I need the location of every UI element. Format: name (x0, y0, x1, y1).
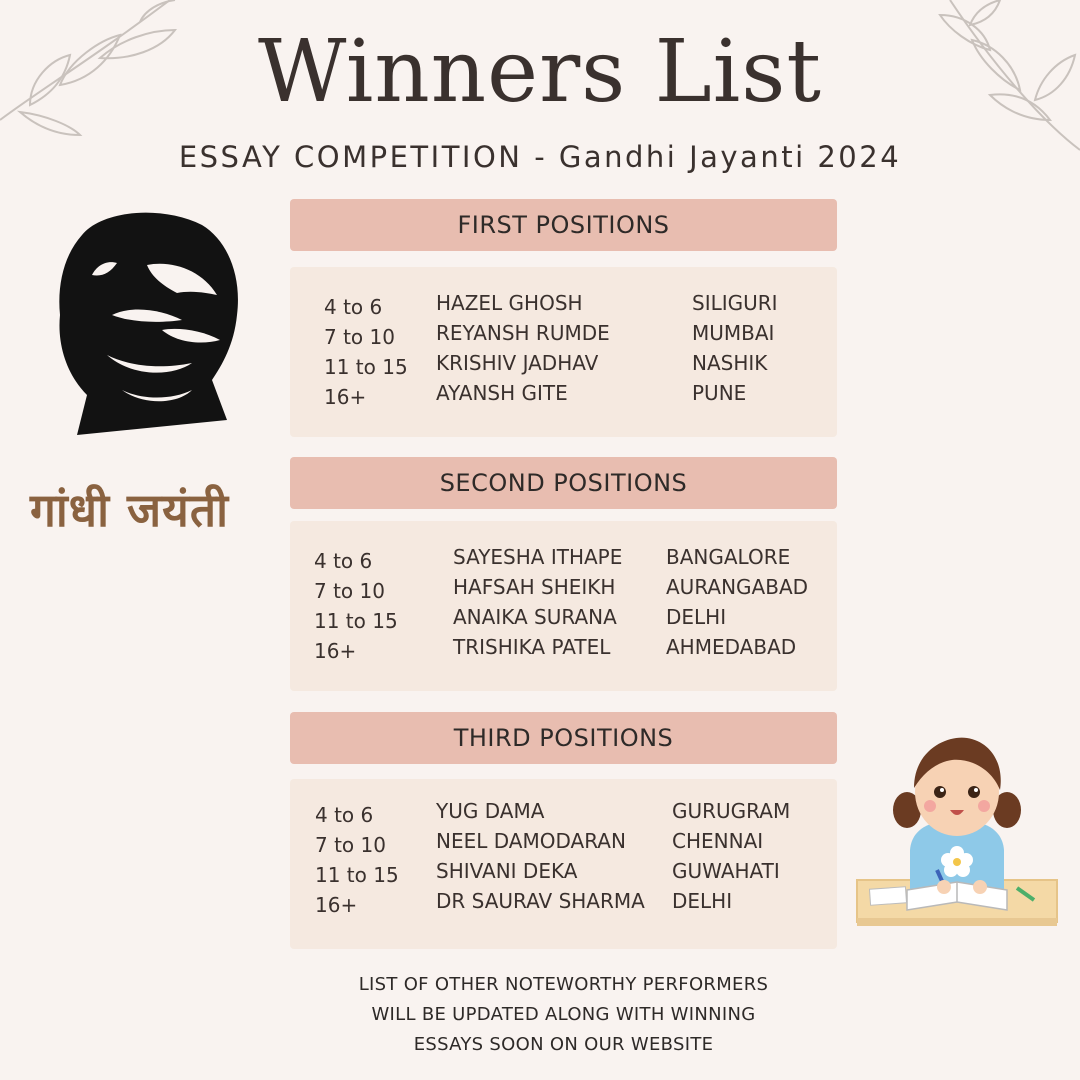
table-row (290, 291, 837, 321)
winner-city: SILIGURI (692, 291, 778, 315)
third-positions-table (290, 779, 837, 949)
winner-city: NASHIK (692, 351, 768, 375)
table-row (290, 575, 837, 605)
footer-line: WILL BE UPDATED ALONG WITH WINNING (371, 1004, 756, 1025)
girl-writing-illustration (852, 730, 1062, 935)
winner-name: DR SAURAV SHARMA (436, 889, 645, 913)
age-group: 7 to 10 (315, 833, 386, 857)
third-positions-header: THIRD POSITIONS (290, 712, 837, 764)
age-group: 7 to 10 (324, 325, 395, 349)
table-row (290, 829, 837, 859)
winner-name: ANAIKA SURANA (453, 605, 617, 629)
winner-city: BANGALORE (666, 545, 791, 569)
winner-name: REYANSH RUMDE (436, 321, 610, 345)
winner-city: AURANGABAD (666, 575, 809, 599)
gandhi-portrait-icon (52, 205, 247, 437)
age-group: 11 to 15 (324, 355, 408, 379)
winner-name: SHIVANI DEKA (436, 859, 578, 883)
winner-name: AYANSH GITE (436, 381, 568, 405)
winner-city: DELHI (672, 889, 733, 913)
second-positions-header: SECOND POSITIONS (290, 457, 837, 509)
age-group: 11 to 15 (314, 609, 398, 633)
table-row (290, 859, 837, 889)
first-positions-header: FIRST POSITIONS (290, 199, 837, 251)
page-subtitle: ESSAY COMPETITION - Gandhi Jayanti 2024 (178, 140, 902, 174)
table-row (290, 635, 837, 665)
footer-line: LIST OF OTHER NOTEWORTHY PERFORMERS (358, 974, 769, 995)
table-row (290, 799, 837, 829)
winner-city: DELHI (666, 605, 727, 629)
winner-city: CHENNAI (672, 829, 764, 853)
winner-name: HAZEL GHOSH (436, 291, 583, 315)
second-positions-table (290, 521, 837, 691)
winner-city: GUWAHATI (672, 859, 780, 883)
hindi-gandhi-jayanti-text: गांधी जयंती (30, 483, 229, 537)
winner-name: SAYESHA ITHAPE (453, 545, 623, 569)
winner-name: HAFSAH SHEIKH (453, 575, 616, 599)
age-group: 7 to 10 (314, 579, 385, 603)
winner-name: KRISHIV JADHAV (436, 351, 599, 375)
winner-city: AHMEDABAD (666, 635, 797, 659)
age-group: 16+ (315, 893, 358, 917)
age-group: 4 to 6 (324, 295, 383, 319)
winner-city: MUMBAI (692, 321, 775, 345)
table-row (290, 381, 837, 411)
table-row (290, 605, 837, 635)
winner-name: NEEL DAMODARAN (436, 829, 626, 853)
age-group: 16+ (314, 639, 357, 663)
footer-line: ESSAYS SOON ON OUR WEBSITE (413, 1034, 714, 1055)
winner-name: YUG DAMA (436, 799, 545, 823)
age-group: 16+ (324, 385, 367, 409)
age-group: 4 to 6 (315, 803, 374, 827)
age-group: 4 to 6 (314, 549, 373, 573)
footer-note (290, 970, 837, 1060)
winner-city: PUNE (692, 381, 747, 405)
table-row (290, 351, 837, 381)
first-positions-table (290, 267, 837, 437)
table-row (290, 321, 837, 351)
page-title: Winners List (258, 22, 822, 122)
table-row (290, 889, 837, 919)
age-group: 11 to 15 (315, 863, 399, 887)
table-row (290, 545, 837, 575)
winner-name: TRISHIKA PATEL (453, 635, 611, 659)
winner-city: GURUGRAM (672, 799, 791, 823)
